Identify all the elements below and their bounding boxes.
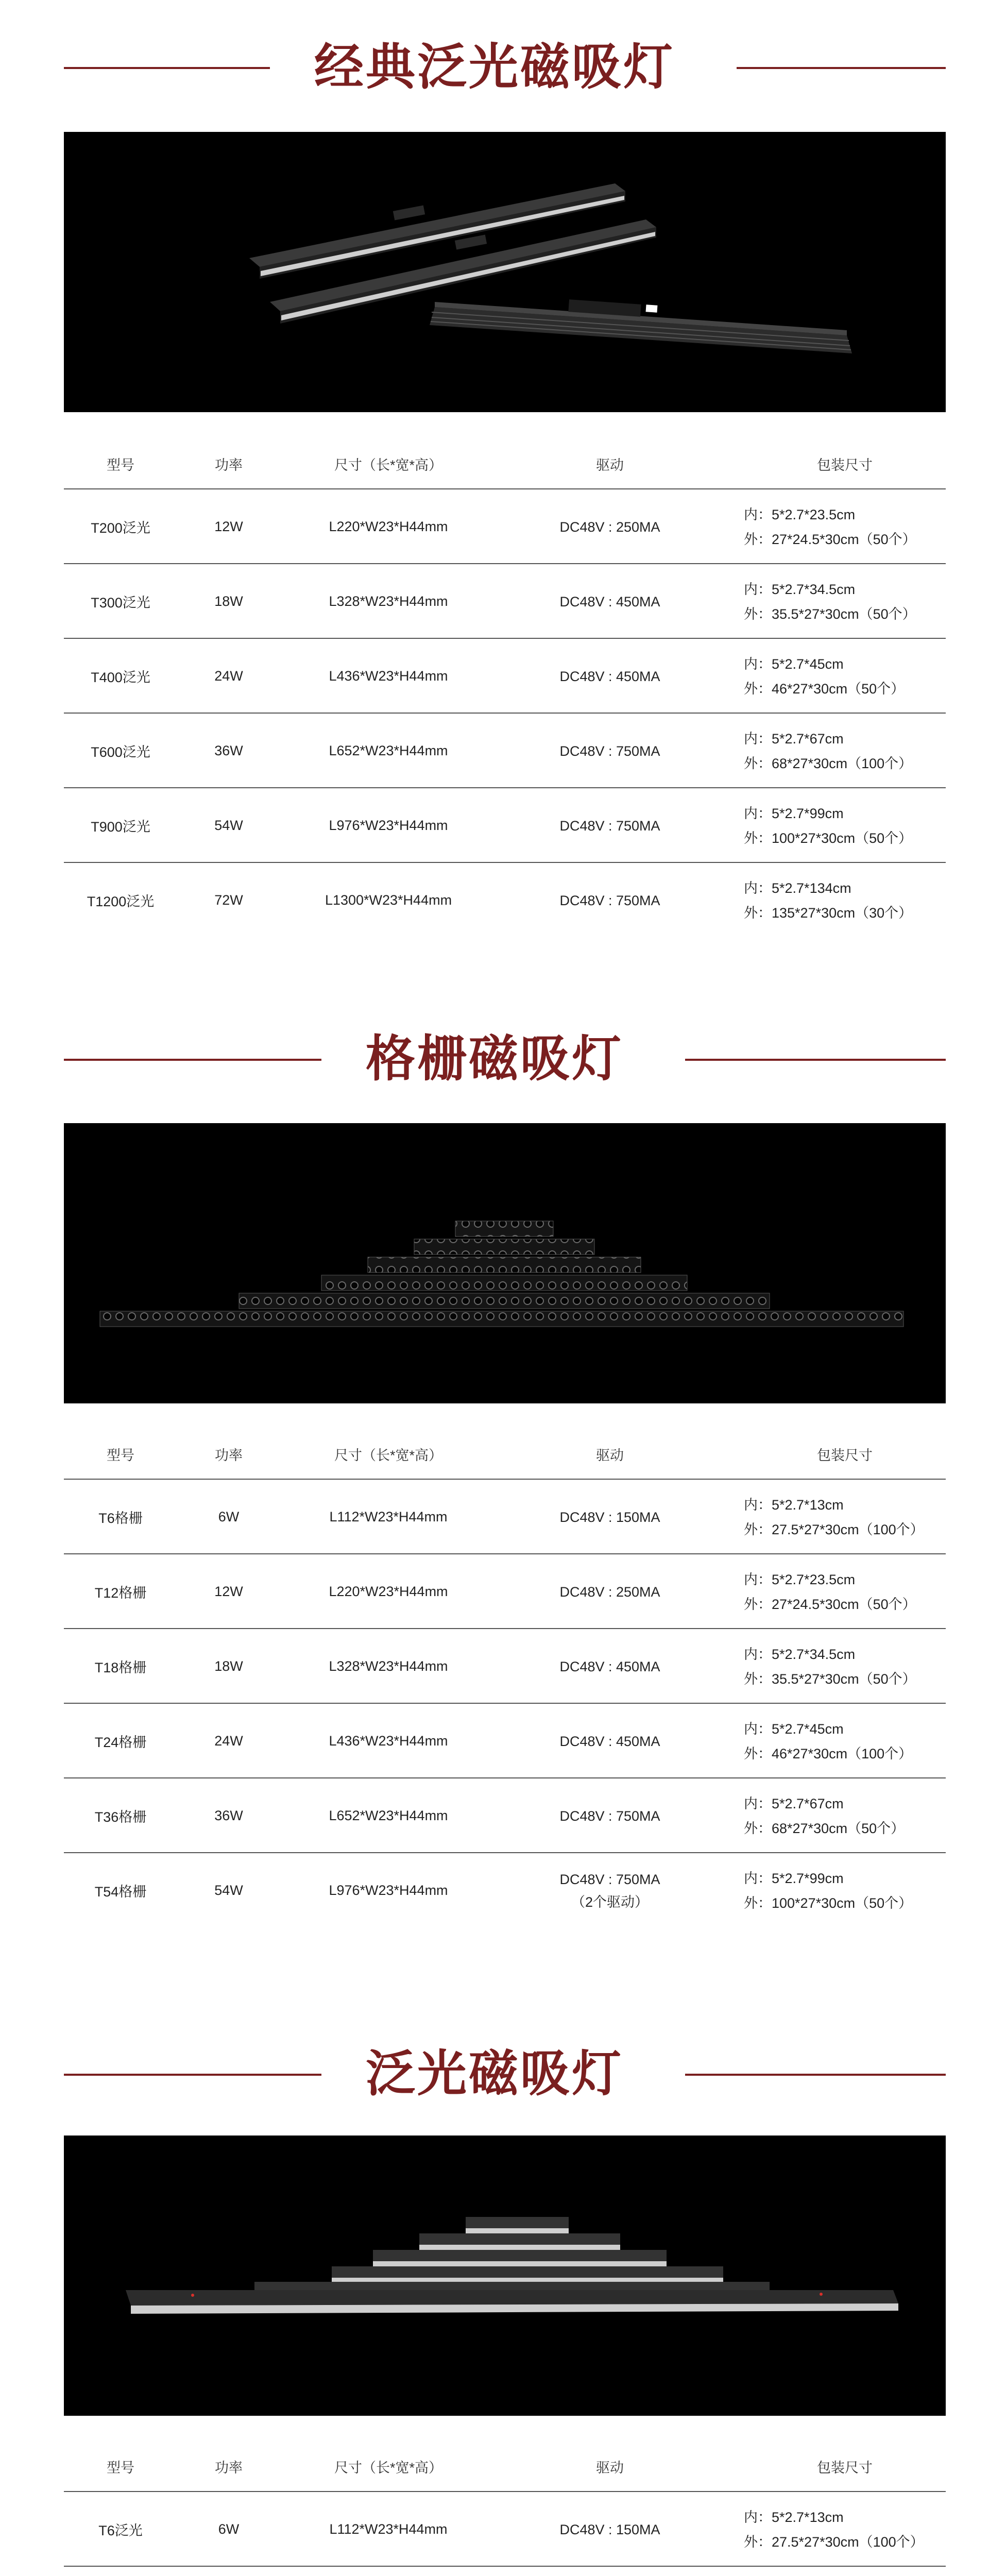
header-package: 包装尺寸 xyxy=(817,2460,873,2476)
driver-value: DC48V : 750MA xyxy=(559,818,660,834)
cell-driver xyxy=(497,2567,723,2576)
cell-package xyxy=(744,2567,946,2576)
header-package: 包装尺寸 xyxy=(817,457,873,473)
product-photo-floodlight xyxy=(64,2136,946,2416)
cell-package xyxy=(744,788,946,863)
cell-driver xyxy=(497,1778,723,1853)
cell-power xyxy=(177,2567,280,2576)
cell-driver xyxy=(497,1704,723,1778)
table-row xyxy=(64,639,946,714)
cell-power: 12W xyxy=(214,519,243,534)
cell-power: 24W xyxy=(214,1733,243,1749)
cell-size: L436*W23*H44mm xyxy=(329,668,448,684)
table-row xyxy=(64,863,946,938)
cell-size: L976*W23*H44mm xyxy=(329,1883,448,1898)
cell-package xyxy=(744,863,946,938)
driver-value: DC48V : 150MA xyxy=(559,1509,660,1525)
cell-size: L328*W23*H44mm xyxy=(329,1658,448,1674)
package-inner: 内：5*2.7*45cm xyxy=(744,656,844,672)
table-row xyxy=(64,1480,946,1554)
cell-model: T1200泛光 xyxy=(87,894,155,909)
driver-value: DC48V : 150MA xyxy=(559,2521,660,2537)
cell-power: 6W xyxy=(218,1509,240,1524)
driver-value: DC48V : 750MA xyxy=(559,892,660,908)
driver-value: DC48V : 750MA xyxy=(559,1808,660,1824)
driver-value: DC48V : 450MA xyxy=(559,668,660,684)
package-inner: 内：5*2.7*13cm xyxy=(744,2509,844,2525)
floodlight-bars-illustration xyxy=(64,2136,946,2416)
package-inner: 内：5*2.7*23.5cm xyxy=(744,1571,856,1587)
table-header xyxy=(64,1432,946,1479)
cell-model: T54格栅 xyxy=(94,1884,147,1900)
package-inner: 内：5*2.7*34.5cm xyxy=(744,1646,856,1662)
cell-driver xyxy=(497,788,723,863)
header-size: 尺寸（长*宽*高） xyxy=(334,457,442,473)
cell-package xyxy=(744,1778,946,1853)
cell-model: T900泛光 xyxy=(91,819,150,835)
package-inner: 内：5*2.7*13cm xyxy=(744,1497,844,1513)
table-row xyxy=(64,1704,946,1778)
cell-size: L220*W23*H44mm xyxy=(329,519,448,534)
product-photo-classic xyxy=(64,132,946,412)
cell-power: 18W xyxy=(214,1658,243,1674)
product-photo-grille xyxy=(64,1123,946,1403)
cell-model: T24格栅 xyxy=(94,1735,147,1750)
cell-driver xyxy=(497,1480,723,1554)
cell-size: L976*W23*H44mm xyxy=(329,818,448,833)
grille-bar xyxy=(414,1239,594,1255)
cell-size: L220*W23*H44mm xyxy=(329,1584,448,1599)
table-row xyxy=(64,714,946,788)
light-bar xyxy=(332,2266,723,2283)
cell-model xyxy=(64,2567,177,2576)
cell-model: T200泛光 xyxy=(91,520,150,536)
table-row xyxy=(64,1554,946,1629)
cell-model: T600泛光 xyxy=(91,744,150,760)
header-driver: 驱动 xyxy=(596,2460,624,2476)
grille-lights-illustration xyxy=(64,1123,946,1403)
cell-power: 54W xyxy=(214,1883,243,1898)
table-row xyxy=(64,1778,946,1853)
cell-package xyxy=(744,2492,946,2567)
header-size: 尺寸（长*宽*高） xyxy=(334,1448,442,1463)
header-package: 包装尺寸 xyxy=(817,1448,873,1463)
cell-package xyxy=(744,1853,946,1928)
light-bar xyxy=(373,2250,667,2266)
cell-size: L652*W23*H44mm xyxy=(329,1808,448,1823)
driver-value: DC48V : 250MA xyxy=(559,519,660,535)
table-row xyxy=(64,788,946,863)
grille-bar xyxy=(100,1311,903,1327)
cell-model: T300泛光 xyxy=(91,595,150,611)
grille-bar xyxy=(239,1293,770,1309)
package-outer: 外：100*27*30cm（50个） xyxy=(744,830,913,846)
package-inner: 内：5*2.7*99cm xyxy=(744,805,844,821)
cell-size: L436*W23*H44mm xyxy=(329,1733,448,1749)
table-row xyxy=(64,2567,946,2576)
driver-value: DC48V : 450MA xyxy=(559,1733,660,1749)
header-power: 功率 xyxy=(215,1448,243,1463)
package-inner: 内：5*2.7*45cm xyxy=(744,1721,844,1737)
package-outer: 外：35.5*27*30cm（50个） xyxy=(744,1671,916,1687)
header-driver: 驱动 xyxy=(596,1448,624,1463)
package-outer: 外：27*24.5*30cm（50个） xyxy=(744,531,916,547)
section-title: 格栅磁吸灯 xyxy=(366,1030,623,1088)
light-bar xyxy=(126,2290,898,2314)
cell-size: L328*W23*H44mm xyxy=(329,594,448,609)
header-power: 功率 xyxy=(215,2460,243,2476)
package-outer: 外：27*24.5*30cm（50个） xyxy=(744,1596,916,1612)
light-bar xyxy=(419,2233,620,2250)
package-outer: 外：68*27*30cm（50个） xyxy=(744,1820,905,1836)
package-outer: 外：46*27*30cm（100个） xyxy=(744,1745,913,1761)
driver-value: DC48V : 750MA xyxy=(559,743,660,759)
package-inner: 内：5*2.7*23.5cm xyxy=(744,506,856,522)
cell-size: L112*W23*H44mm xyxy=(329,1509,448,1524)
section-title: 泛光磁吸灯 xyxy=(366,2045,623,2103)
cell-driver xyxy=(497,639,723,714)
section-title-row xyxy=(0,1028,989,1090)
package-inner: 内：5*2.7*34.5cm xyxy=(744,581,856,597)
package-outer: 外：46*27*30cm（50个） xyxy=(744,681,905,697)
cell-power: 24W xyxy=(214,668,243,684)
cell-power: 36W xyxy=(214,743,243,758)
grille-bar xyxy=(455,1221,553,1236)
cell-model: T400泛光 xyxy=(91,670,150,685)
cell-package xyxy=(744,1704,946,1778)
package-outer: 外：68*27*30cm（100个） xyxy=(744,755,913,771)
grille-bar xyxy=(321,1275,687,1291)
package-inner: 内：5*2.7*67cm xyxy=(744,731,844,747)
cell-power: 54W xyxy=(214,818,243,833)
cell-model: T6泛光 xyxy=(98,2523,143,2538)
driver-note: （2个驱动） xyxy=(571,1894,649,1910)
cell-driver xyxy=(497,489,723,564)
driver-value: DC48V : 450MA xyxy=(559,1658,660,1674)
cell-driver xyxy=(497,1629,723,1704)
package-outer: 外：27.5*27*30cm（100个） xyxy=(744,2534,924,2550)
cell-driver xyxy=(497,2492,723,2567)
cell-power: 36W xyxy=(214,1808,243,1823)
package-outer: 外：135*27*30cm（30个） xyxy=(744,905,913,921)
driver-value: DC48V : 250MA xyxy=(559,1584,660,1600)
cell-model: T18格栅 xyxy=(94,1660,147,1675)
section-title: 经典泛光磁吸灯 xyxy=(314,38,675,96)
package-outer: 外：35.5*27*30cm（50个） xyxy=(744,606,916,622)
cell-model: T12格栅 xyxy=(94,1585,147,1601)
driver-value: DC48V : 450MA xyxy=(559,594,660,609)
cell-package xyxy=(744,1480,946,1554)
track-lights-illustration xyxy=(64,132,946,412)
cell-package xyxy=(744,564,946,639)
cell-size: L652*W23*H44mm xyxy=(329,743,448,758)
light-bar xyxy=(466,2217,569,2233)
header-model: 型号 xyxy=(107,2460,134,2476)
table-header xyxy=(64,2445,946,2491)
section-title-row xyxy=(0,36,989,98)
cell-size xyxy=(280,2567,497,2576)
table-row xyxy=(64,1853,946,1928)
cell-size: L1300*W23*H44mm xyxy=(325,892,452,908)
header-power: 功率 xyxy=(215,457,243,473)
table-row xyxy=(64,1629,946,1704)
section-title-row xyxy=(0,2043,989,2105)
finned-light-bar xyxy=(430,299,852,353)
package-inner: 内：5*2.7*134cm xyxy=(744,880,851,896)
cell-package xyxy=(744,639,946,714)
cell-power: 18W xyxy=(214,594,243,609)
cell-power: 72W xyxy=(214,892,243,908)
light-bar xyxy=(249,183,625,279)
cell-driver xyxy=(497,714,723,788)
cell-package xyxy=(744,1554,946,1629)
table-row xyxy=(64,2492,946,2567)
cell-driver xyxy=(497,1853,723,1928)
table-row xyxy=(64,489,946,564)
package-outer: 外：27.5*27*30cm（100个） xyxy=(744,1521,924,1537)
cell-package xyxy=(744,489,946,564)
cell-size: L112*W23*H44mm xyxy=(329,2521,448,2537)
cell-power: 6W xyxy=(218,2521,240,2537)
cell-driver xyxy=(497,1554,723,1629)
grille-bar xyxy=(368,1257,641,1273)
cell-driver xyxy=(497,863,723,938)
package-outer: 外：100*27*30cm（50个） xyxy=(744,1895,913,1911)
table-row xyxy=(64,564,946,639)
package-inner: 内：5*2.7*99cm xyxy=(744,1870,844,1886)
cell-model: T36格栅 xyxy=(94,1809,147,1825)
table-header xyxy=(64,442,946,488)
driver-value: DC48V : 750MA xyxy=(559,1871,660,1887)
cell-driver xyxy=(497,564,723,639)
cell-power: 12W xyxy=(214,1584,243,1599)
header-model: 型号 xyxy=(107,457,134,473)
header-driver: 驱动 xyxy=(596,457,624,473)
cell-model: T6格栅 xyxy=(98,1511,143,1526)
header-model: 型号 xyxy=(107,1448,134,1463)
cell-package xyxy=(744,1629,946,1704)
package-inner: 内：5*2.7*67cm xyxy=(744,1795,844,1811)
header-size: 尺寸（长*宽*高） xyxy=(334,2460,442,2476)
cell-package xyxy=(744,714,946,788)
